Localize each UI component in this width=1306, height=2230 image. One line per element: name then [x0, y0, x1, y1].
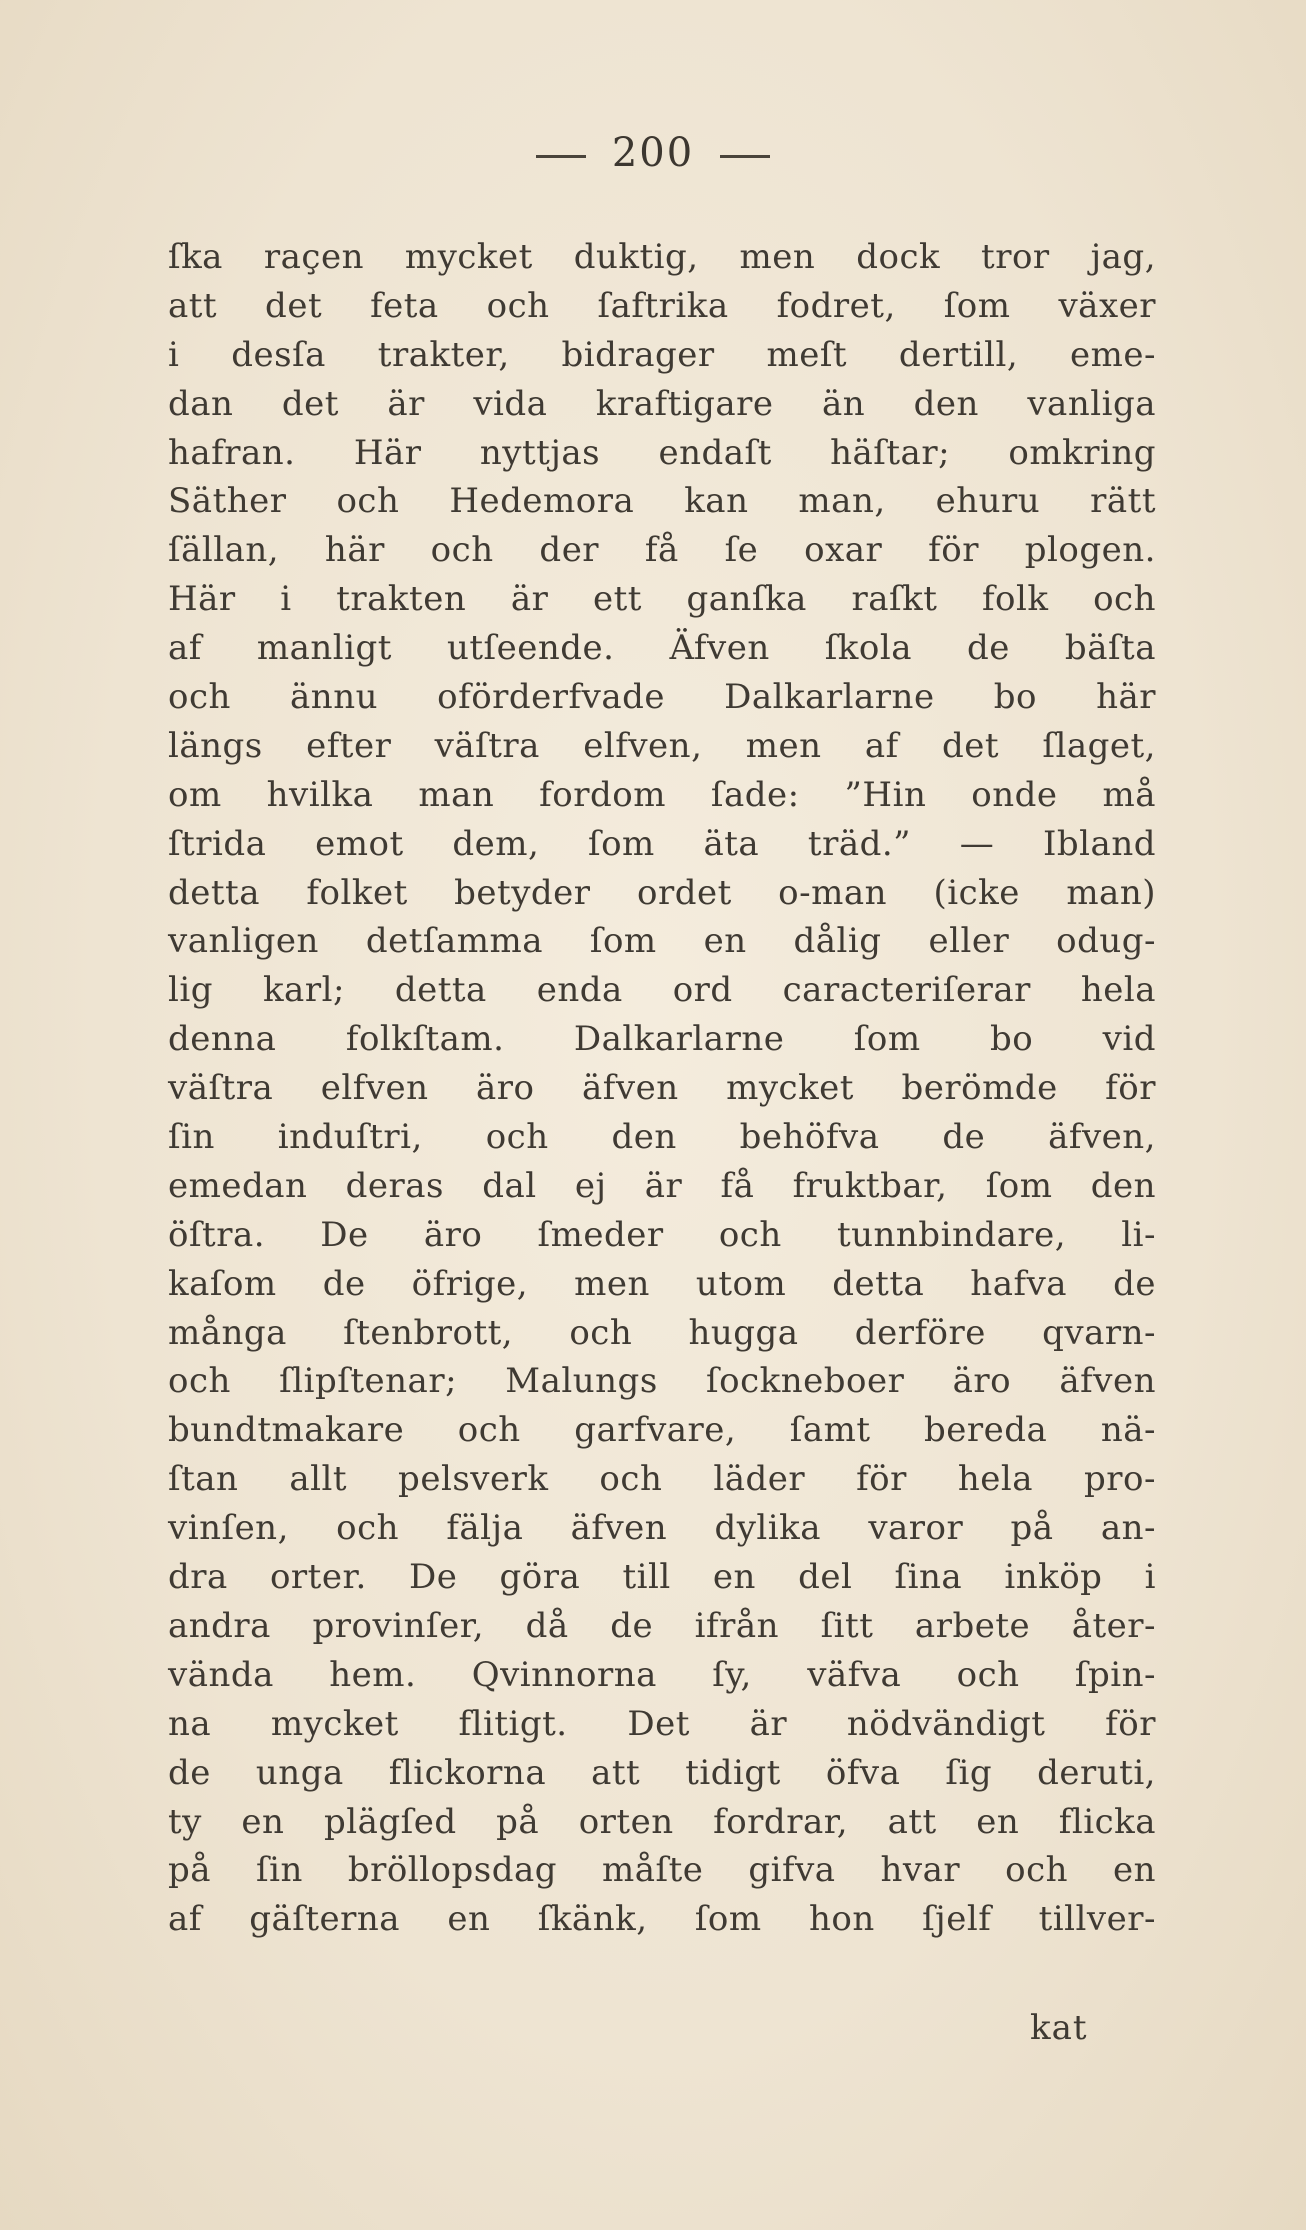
- text-line: Säther och Hedemora kan man, ehuru rätt: [168, 481, 1156, 522]
- text-line: ty en plägſed på orten fordrar, att en flicka: [168, 1801, 1156, 1842]
- text-line: de unga flickorna att tidigt öfva ſig deruti,: [168, 1752, 1156, 1793]
- text-line: dan det är vida kraftigare än den vanliga: [168, 383, 1156, 424]
- text-line: na mycket flitigt. Det är nödvändigt för: [168, 1703, 1156, 1744]
- text-line: i desſa trakter, bidrager meſt dertill, eme-: [168, 334, 1156, 375]
- text-line: hafran. Här nyttjas endaſt häſtar; omkring: [168, 432, 1156, 473]
- text-line: ſtan allt pelsverk och läder för hela pro-: [168, 1459, 1156, 1500]
- text-line: bundtmakare och garfvare, ſamt bereda nä-: [168, 1410, 1156, 1451]
- text-line: och ſlipſtenar; Malungs ſockneboer äro äfven: [168, 1361, 1156, 1402]
- text-line: öſtra. De äro ſmeder och tunnbindare, li-: [168, 1214, 1156, 1255]
- text-line: längs efter väſtra elfven, men af det ſlaget,: [168, 725, 1156, 766]
- header-dash-left: [536, 155, 586, 158]
- page-header: [0, 130, 1306, 176]
- text-line: andra provinſer, då de ifrån ſitt arbete åter-: [168, 1605, 1156, 1646]
- text-line: vinſen, och fälja äfven dylika varor på an-: [168, 1508, 1156, 1549]
- text-line: ſka raçen mycket duktig, men dock tror jag,: [168, 237, 1156, 277]
- text-line: kaſom de öfrige, men utom detta hafva de: [168, 1263, 1156, 1304]
- text-line: ſin induſtri, och den behöfva de äfven,: [168, 1117, 1156, 1158]
- text-line: och ännu oförderfvade Dalkarlarne bo här: [168, 677, 1156, 718]
- text-line: detta folket betyder ordet o-man (icke man): [168, 872, 1156, 913]
- text-line: lig karl; detta enda ord caracteriſerar hela: [168, 970, 1156, 1011]
- text-line: denna folkſtam. Dalkarlarne ſom bo vid: [168, 1019, 1156, 1060]
- text-line: emedan deras dal ej är få fruktbar, ſom den: [168, 1165, 1156, 1206]
- text-line: dra orter. De göra till en del ſina inköp i: [168, 1557, 1156, 1598]
- text-line: ſtrida emot dem, ſom äta träd.” — Ibland: [168, 823, 1156, 864]
- text-line: att det feta och ſaftrika fodret, ſom växer: [168, 285, 1156, 326]
- catchword: kat: [1030, 2008, 1088, 2048]
- header-dash-right: [720, 155, 770, 158]
- text-line: af manligt utſeende. Äfven ſkola de bäſta: [168, 628, 1156, 669]
- text-line: på ſin bröllopsdag måſte gifva hvar och en: [168, 1850, 1156, 1891]
- text-line: om hvilka man fordom ſade: ”Hin onde må: [168, 774, 1156, 815]
- text-line: vända hem. Qvinnorna ſy, väfva och ſpin-: [168, 1654, 1156, 1695]
- text-line: många ſtenbrott, och hugga derföre qvarn-: [168, 1312, 1156, 1353]
- page-number: 200: [611, 130, 695, 176]
- text-line: väſtra elfven äro äfven mycket berömde för: [168, 1068, 1156, 1109]
- text-line: ſällan, här och der få ſe oxar för plogen.: [168, 530, 1156, 571]
- text-line: vanligen detſamma ſom en dålig eller odug-: [168, 921, 1156, 962]
- text-line: Här i trakten är ett ganſka raſkt folk och: [168, 579, 1156, 620]
- text-line: af gäſterna en ſkänk, ſom hon ſjelf tillver-: [168, 1899, 1156, 1940]
- body-text: [168, 233, 1156, 1944]
